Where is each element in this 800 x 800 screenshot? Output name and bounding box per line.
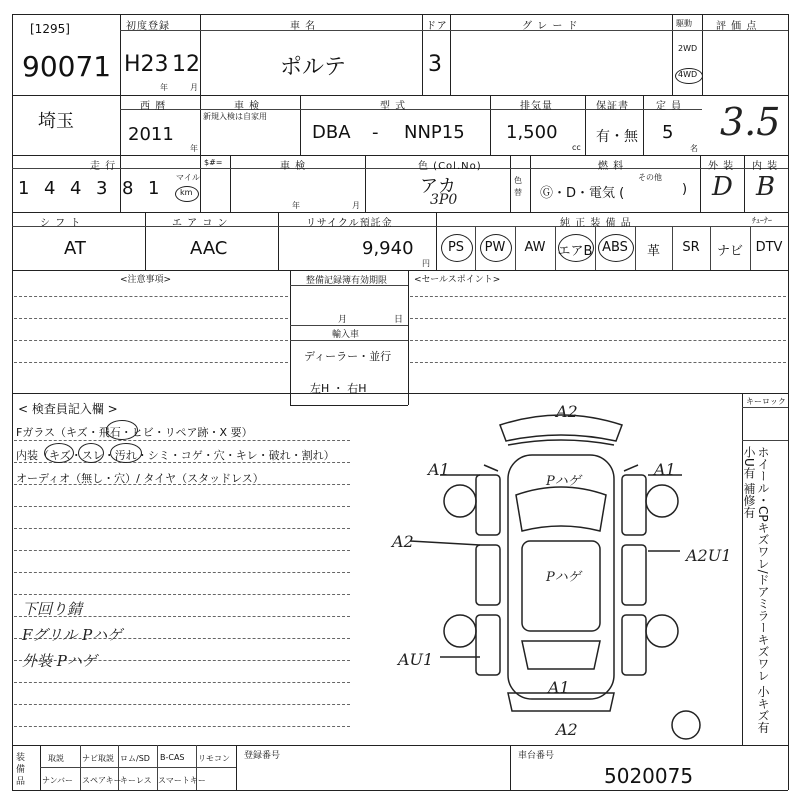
warranty-label: 保証書 — [596, 101, 629, 112]
chassis-label: 車台番号 — [518, 751, 555, 761]
mileage-digit: 4 — [70, 178, 82, 199]
warranty-value: 有・無 — [596, 129, 638, 145]
type-prefix: DBA — [312, 122, 351, 143]
month-unit: 月 — [190, 83, 198, 92]
reg-number-label: 登録番号 — [244, 751, 281, 761]
type-dash: - — [372, 122, 379, 143]
equip-pw: PW — [484, 240, 506, 255]
year-unit: 年 — [160, 83, 168, 92]
equip-ps: PS — [447, 240, 465, 255]
mark-left-rear: AU1 — [398, 650, 434, 669]
equip-navi: ナビ — [716, 244, 743, 259]
displacement-label: 排気量 — [520, 101, 553, 112]
fuel-label: 燃 料 — [598, 161, 625, 172]
shift-value: AT — [64, 238, 86, 259]
maint-label: 整備記録簿有効期限 — [306, 276, 388, 286]
mileage-unit-km: km — [180, 188, 193, 197]
fuel-options: Ⓖ・D・電気 ( — [540, 186, 625, 201]
person-unit: 名 — [690, 144, 698, 153]
bill-label: 装 備 品 — [16, 753, 26, 787]
fuel-other: その他 — [638, 173, 662, 182]
first-reg-label: 初度登録 — [126, 21, 170, 32]
equip-airbag: エアB — [557, 244, 593, 259]
footer-item: スマートキー — [158, 776, 206, 785]
side-note: ホイール・CPキズワレ/ドアミラーキズワレ 小キズ有 小U有 補修有 — [742, 446, 770, 734]
color-code: 3P0 — [430, 192, 458, 208]
mileage-label: 走 行 — [90, 161, 117, 172]
mark-left-door: A2 — [392, 532, 414, 551]
hand-note-3: 外装 Pハゲ — [22, 652, 97, 670]
cc-unit: cc — [572, 143, 581, 152]
mark-hood: Pハゲ — [546, 474, 581, 489]
first-reg-era: H23 — [124, 52, 169, 77]
mark-rear: A1 — [548, 678, 570, 697]
auction-number: 90071 — [22, 50, 112, 83]
shaken-label: $#= — [204, 158, 223, 167]
import-label: 輸入車 — [332, 330, 360, 340]
mark-top: A2 — [556, 402, 578, 421]
recycle-value: 9,940 — [362, 238, 414, 259]
import-dealer: ディーラー・並行 — [304, 350, 392, 363]
drive-4wd: 4WD — [678, 70, 698, 79]
equip-abs: ABS — [602, 240, 628, 255]
sales-label: <セールスポイント> — [414, 275, 501, 285]
inspector-line-2: 内装（キズ・スレ・汚れ・シミ・コゲ・穴・キレ・破れ・割れ） — [16, 449, 335, 462]
equip-aw: AW — [524, 240, 546, 255]
region: 埼玉 — [38, 111, 74, 132]
score-label: 評 価 点 — [716, 21, 758, 32]
inspector-label: < 検査員記入欄 > — [18, 402, 118, 416]
capacity-value: 5 — [662, 122, 674, 143]
footer-item: キーレス — [120, 776, 152, 785]
doors-value: 3 — [428, 52, 442, 77]
mark-roof: Pハゲ — [546, 570, 581, 585]
footer-item: B-CAS — [160, 753, 185, 762]
equip-leather: 革 — [646, 244, 660, 259]
footer-item: 取説 — [48, 754, 64, 763]
mark-right-door: A2U1 — [686, 546, 732, 565]
inspector-line-1: Fガラス（キズ・飛石・ヒビ・リペア跡・X 要） — [16, 426, 253, 439]
footer-item: スペアキー — [82, 776, 122, 785]
doors-label: ドア — [426, 21, 448, 32]
mark-right-front: A1 — [654, 460, 676, 479]
equip-sunroof: SR — [682, 240, 700, 255]
inspection-label: 車 検 — [234, 101, 261, 112]
model-year-label: 西 暦 — [140, 101, 167, 112]
footer-item: ナビ取説 — [82, 754, 114, 763]
footer-item: ナンバー — [42, 776, 74, 785]
recycle-label: リサイクル預託金 — [306, 218, 393, 229]
mileage-digit: 4 — [44, 178, 56, 199]
mark-bottom: A2 — [556, 720, 578, 739]
interior-label: 内 装 — [752, 161, 779, 172]
yen-unit: 円 — [422, 259, 430, 268]
car-name: ポルテ — [280, 55, 347, 80]
key-lock-label: キーロック — [746, 397, 786, 406]
footer-item: リモコン — [198, 754, 230, 763]
first-reg-month: 12 — [172, 52, 200, 77]
hand-note-2: Fグリル Pハゲ — [22, 626, 123, 644]
color-value: アカ — [420, 176, 456, 197]
inspection-label-2: 車 検 — [280, 161, 307, 172]
score-value: 3.5 — [720, 100, 781, 144]
aircon-label: エ ア コ ン — [172, 218, 229, 229]
drive-2wd: 2WD — [678, 44, 698, 53]
inspection-note: 新規入検は自家用 — [203, 112, 267, 121]
mark-left-front: A1 — [428, 460, 450, 479]
car-name-label: 車 名 — [290, 21, 317, 32]
mileage-digit: 3 — [96, 178, 108, 199]
auction-sheet: [1295] 90071 初度登録 H23 12 年 月 車 名 ポルテ ドア 3 グ レ ー ド 駆動 2WD 4WD 評 価 点 3.5 埼玉 西 暦 2011 年 車 検 新規入検は自家用 型 式 DBA - NNP15 排気量 1,500 cc 保証書 有・無 定 員 5 名 走 行 1 4 4 3 8 1 マイル km $#= 車 検 年 月 色 (Col.No) アカ 3P0 色替 燃 料 Ⓖ・D・電気 ( その他 ) 外 装 D 内 装 B シ フ ト AT エ ア コ ン AAC リサイクル預託金 9,940 円 純 正 装 備 品 ﾁｭｰﾅｰ PS PW AW エアB ABS 革 SR ナビ DTV <注意事項> 整備記録簿有効期限 月 日 輸入車 ディーラー・並行 左H ・ 右H <セールスポイント> < 検査員記入欄 > Fガラス（キズ・飛石・ヒビ・リペア跡・X 要） 内装（キズ・スレ・汚れ・シミ・コゲ・穴・キレ・破れ・割れ） オーディオ（無し・穴）/ タイヤ（スタッドレス） 下回り錆 Fグリル Pハゲ 外装 Pハゲ A2 A1 A1 A2 A2U1 AU1 A1 A2 Pハゲ Pハゲ キーロック ホイール・CPキズワレ/ドアミラーキズワレ 小キズ有 小U有 補修有 装 備 品 取説 ナビ取説 ロム/SD B-CAS リモコン ナンバー スペアキー キーレス スマートキー 登録番号 車台番号 5020075 — [0, 0, 800, 800]
capacity-label: 定 員 — [656, 101, 683, 112]
exterior-label: 外 装 — [708, 161, 735, 172]
interior-grade: B — [756, 172, 776, 202]
equip-dtv: DTV — [755, 240, 783, 255]
mileage-digit: 8 — [122, 178, 134, 199]
grade-label: グ レ ー ド — [522, 21, 579, 32]
tuner-label: ﾁｭｰﾅｰ — [752, 216, 772, 225]
shift-label: シ フ ト — [40, 218, 82, 229]
type-label: 型 式 — [380, 101, 407, 112]
drive-label: 駆動 — [676, 19, 692, 28]
lot-number: [1295] — [30, 22, 70, 36]
aircon-value: AAC — [190, 238, 228, 259]
color-change-label: 色替 — [514, 176, 522, 197]
chassis-number: 5020075 — [604, 764, 694, 788]
color-label: 色 (Col.No) — [418, 161, 482, 172]
model-year: 2011 — [128, 124, 174, 145]
mileage-digit: 1 — [148, 178, 160, 199]
hand-note-1: 下回り錆 — [22, 600, 83, 618]
exterior-grade: D — [712, 172, 733, 202]
displacement-value: 1,500 — [506, 122, 558, 143]
inspector-line-3: オーディオ（無し・穴）/ タイヤ（スタッドレス） — [16, 472, 264, 485]
mileage-digit: 1 — [18, 178, 30, 199]
footer-item: ロム/SD — [120, 754, 150, 763]
caution-label: <注意事項> — [120, 275, 172, 285]
equip-label: 純 正 装 備 品 — [560, 218, 632, 229]
mileage-unit-mile: マイル — [176, 173, 200, 182]
import-handle: 左H ・ 右H — [310, 382, 367, 395]
type-model: NNP15 — [404, 122, 465, 143]
